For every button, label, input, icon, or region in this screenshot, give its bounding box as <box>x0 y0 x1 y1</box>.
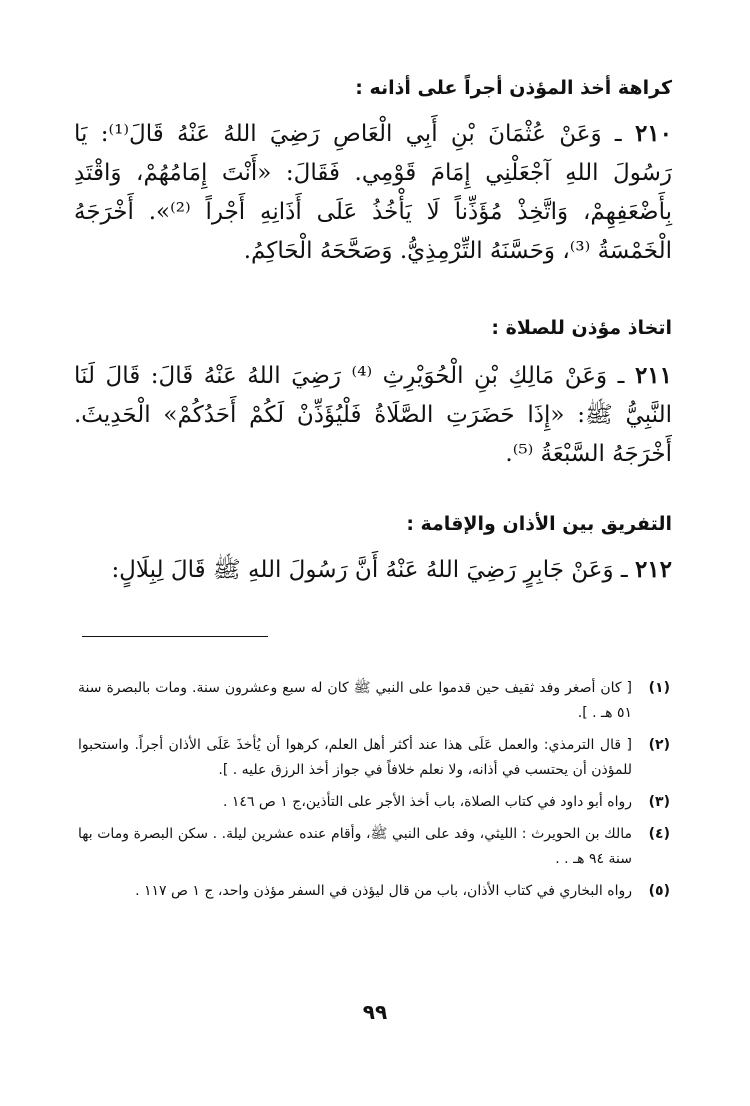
footnote-text: [ قال الترمذي: والعمل عَلَى هذا عند أكثر أهل العلم، كرهوا أن يُأخذَ عَلَى الأذان أجراً. واستحبوا للمؤذن أن يحتسب في أذانه، ولا نعلم خلافاً في جواز أخذ الرزق عليه . ]. <box>78 737 632 778</box>
footnote <box>78 676 670 726</box>
hadith-text: ـ وَعَنْ مَالِكِ بْنِ الْحُوَيْرِثِ ⁽⁴⁾ رَضِيَ اللهُ عَنْهُ قَالَ: قَالَ لَنَا النَّبِيُّ ﷺ: «إِذَا حَضَرَتِ الصَّلَاةُ فَلْيُؤَذِّنْ لَكُمْ أَحَدُكُمْ» الْحَدِيثَ. أَخْرَجَهُ السَّبْعَةُ ⁽⁵⁾. <box>74 363 672 467</box>
footnote-text: مالك بن الحويرث : الليثي، وفد على النبي ﷺ، وأقام عنده عشرين ليلة. . سكن البصرة ومات بها سنة ٩٤ هـ . . <box>78 826 632 867</box>
footnote <box>78 822 670 872</box>
footnote <box>78 790 670 815</box>
hadith-number: ٢١٢ <box>634 556 672 583</box>
footnote-text: [ كان أصغر وفد ثقيف حين قدموا على النبي ﷺ كان له سبع وعشرون سنة. ومات بالبصرة سنة ٥١ هـ . ]. <box>78 680 632 721</box>
footnotes <box>78 676 670 911</box>
footnote-number: (٥) <box>648 883 670 899</box>
footnote-text: رواه أبو داود في كتاب الصلاة، باب أخذ الأجر على التأذين،ج ١ ص ١٤٦ . <box>223 794 632 810</box>
hadith-212 <box>74 550 672 590</box>
section-heading-2: اتخاذ مؤذن للصلاة : <box>491 317 672 339</box>
footnote-number: (١) <box>648 680 670 696</box>
footnote-number: (٣) <box>648 794 670 810</box>
footnote-divider <box>82 636 268 637</box>
section-heading-3: التفريق بين الأذان والإقامة : <box>406 513 672 535</box>
footnote <box>78 733 670 783</box>
footnote-text: رواه البخاري في كتاب الأذان، باب من قال ليؤذن في السفر مؤذن واحد، ج ١ ص ١١٧ . <box>135 883 632 899</box>
footnote-number: (٢) <box>648 737 670 753</box>
footnote-number: (٤) <box>648 826 670 842</box>
page-number: ٩٩ <box>362 1000 388 1024</box>
hadith-text: ـ وَعَنْ جَابِرٍ رَضِيَ اللهُ عَنْهُ أَنَّ رَسُولَ اللهِ ﷺ قَالَ لِبِلَالٍ: <box>111 557 628 583</box>
hadith-210 <box>74 114 672 271</box>
hadith-text: ـ وَعَنْ عُثْمَانَ بْنِ أَبِي الْعَاصِ رَضِيَ اللهُ عَنْهُ قَالَ⁽¹⁾: يَا رَسُولَ اللهِ آجْعَلْنِي إِمَامَ قَوْمِي. فَقَالَ: «أَنْتَ إِمَامُهُمْ، وَاقْتَدِ بِأَضْعَفِهِمْ، وَاتَّخِذْ مُؤَذِّناً لَا يَأْخُذُ عَلَى أَذَانِهِ أَجْراً ⁽²⁾». أَخْرَجَهُ الْخَمْسَةُ ⁽³⁾، وَحَسَّنَهُ التِّرْمِذِيُّ. وَصَحَّحَهُ الْحَاكِمُ. <box>74 121 672 264</box>
hadith-number: ٢١١ <box>634 362 672 389</box>
footnote <box>78 879 670 904</box>
section-heading-1: كراهة أخذ المؤذن أجراً على أذانه : <box>355 77 672 99</box>
hadith-number: ٢١٠ <box>634 120 672 147</box>
hadith-211 <box>74 356 672 474</box>
